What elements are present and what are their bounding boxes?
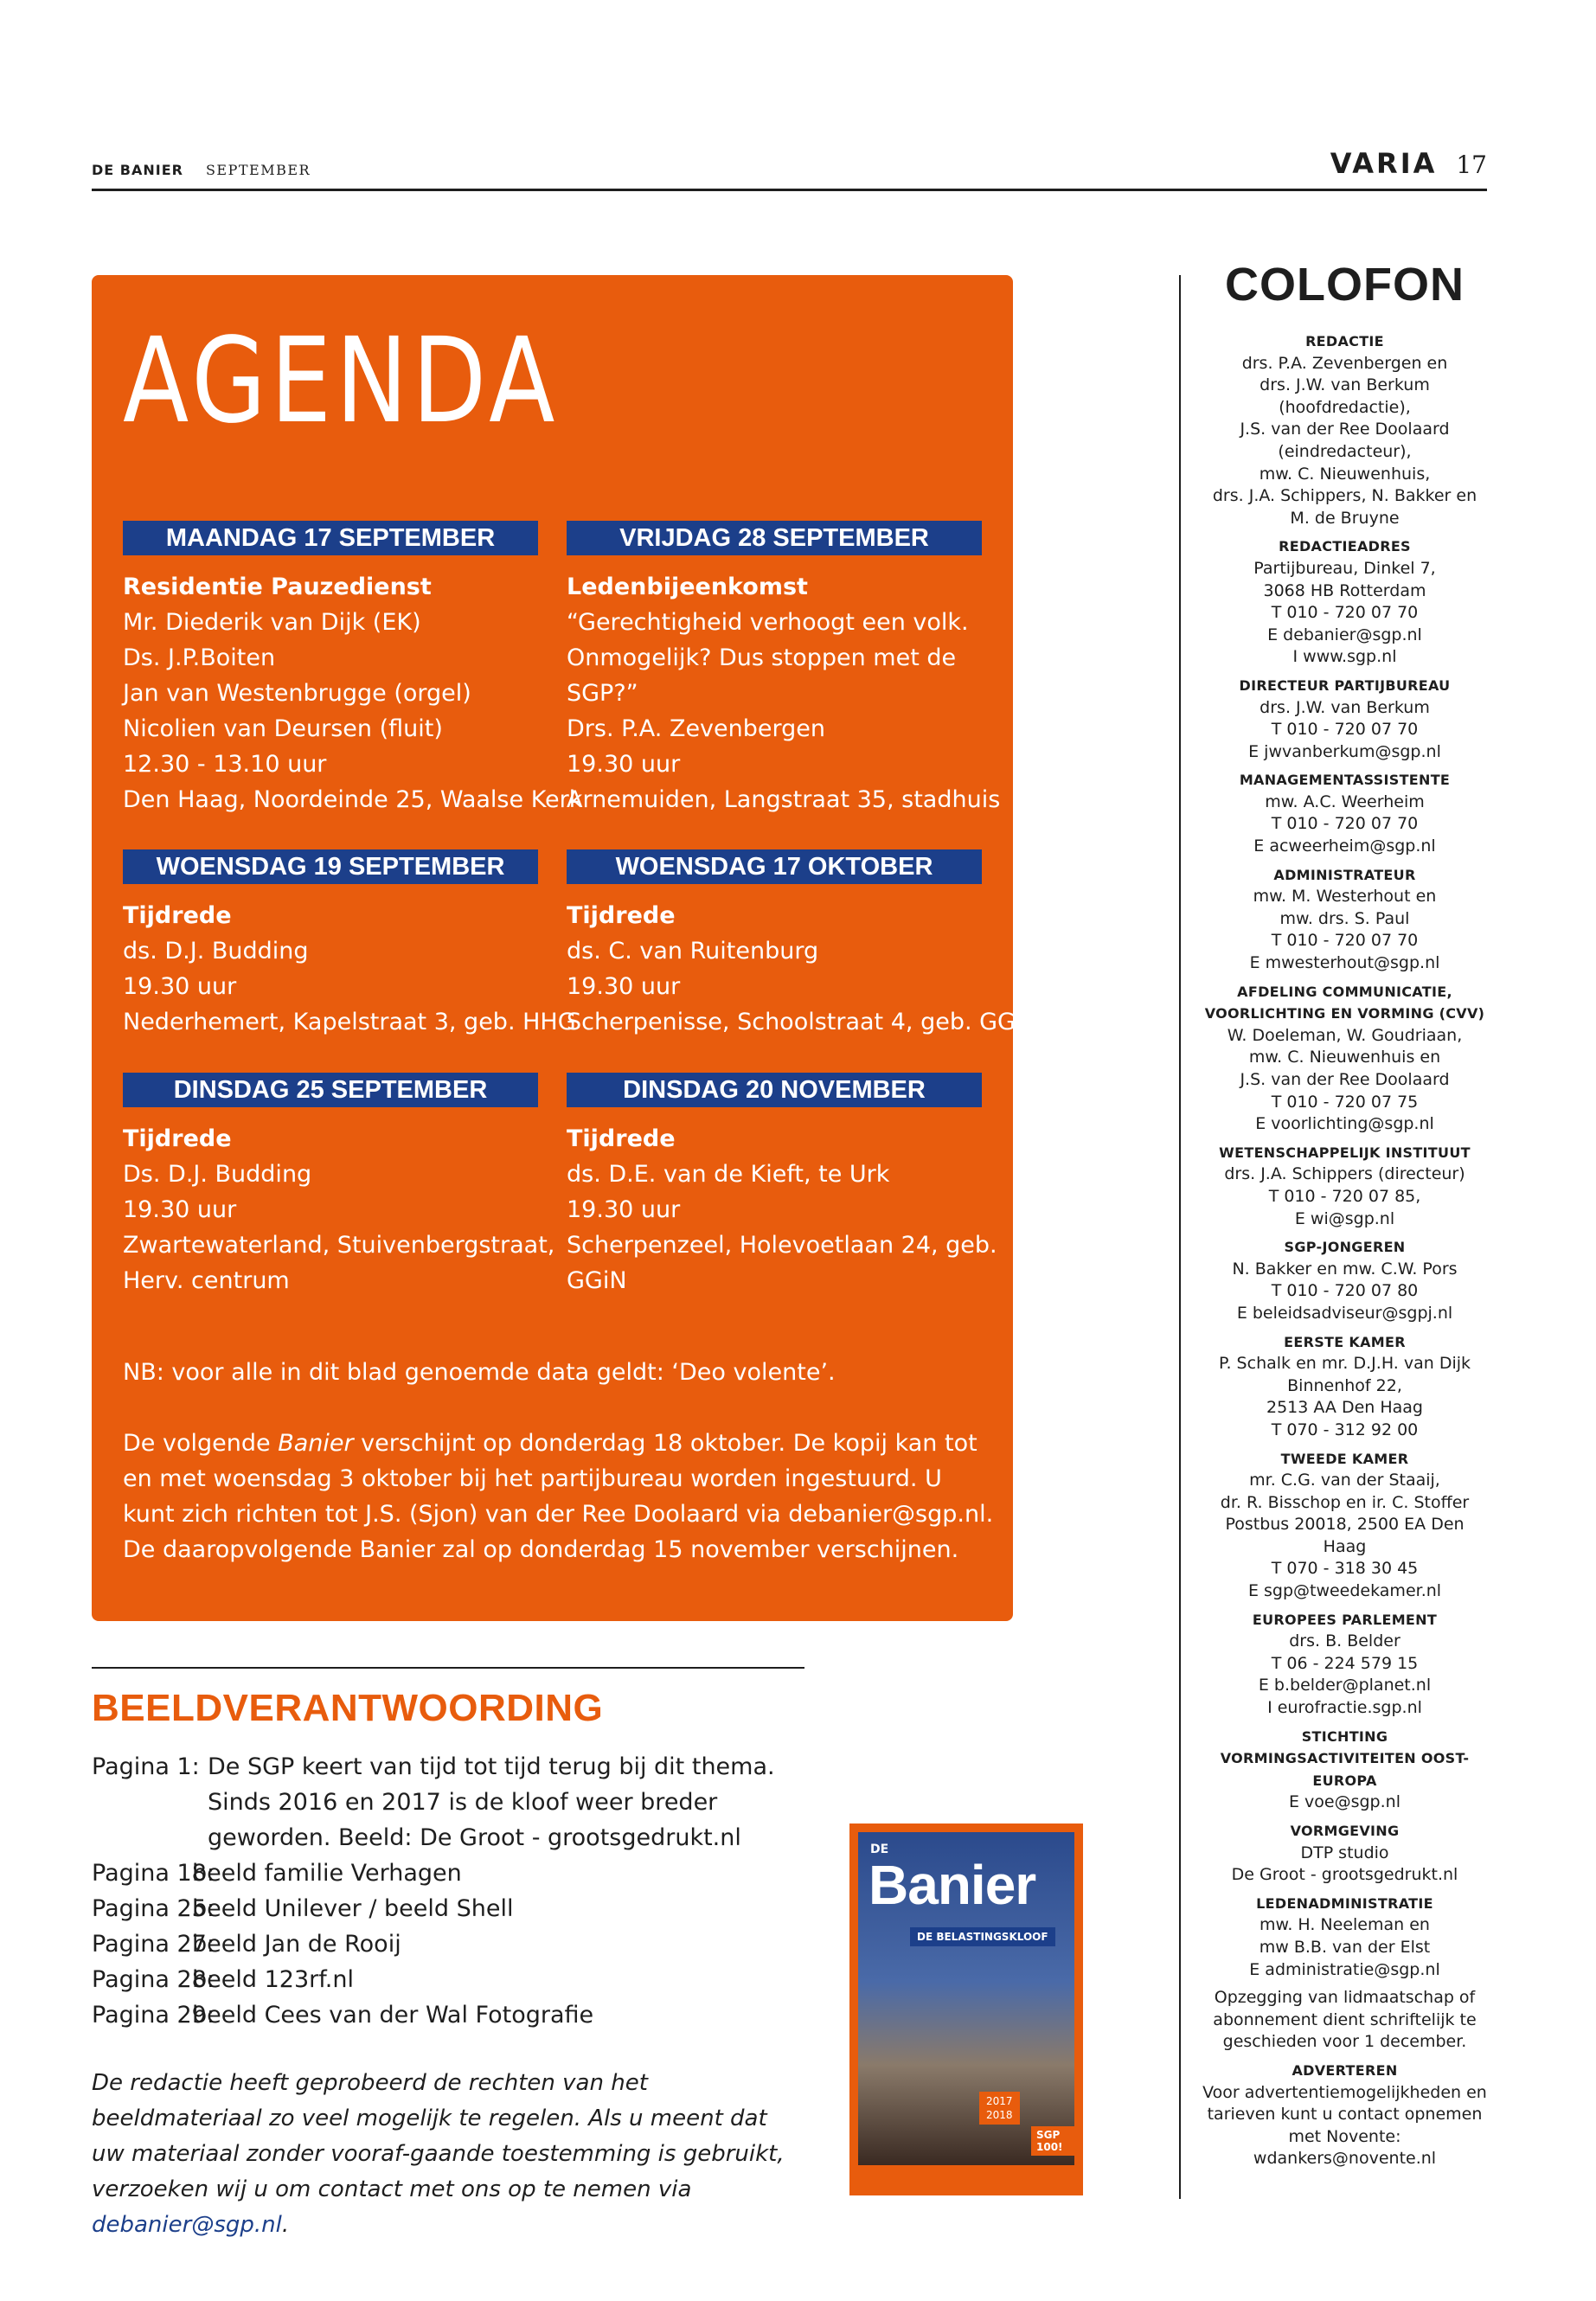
colofon-heading: MANAGEMENTASSISTENTE: [1239, 772, 1451, 789]
event-title: Tijdrede: [567, 902, 676, 929]
disclaimer-end: .: [281, 2212, 290, 2238]
event-line: Mr. Diederik van Dijk (EK): [123, 609, 421, 636]
credit-row: [92, 1926, 801, 1962]
cover-de: DE: [870, 1843, 889, 1856]
cover-headline: DE BELASTINGSKLOOF: [910, 1927, 1055, 1946]
colofon-line: Postbus 20018, 2500 EA Den Haag: [1225, 1515, 1465, 1556]
colofon-line: E beleidsadviseur@sgpj.nl: [1236, 1303, 1453, 1323]
colofon-line: E voorlichting@sgp.nl: [1255, 1114, 1434, 1134]
event-line: 19.30 uur: [567, 1196, 681, 1223]
colofon-line: T 070 - 312 92 00: [1271, 1420, 1419, 1439]
colofon-line: mw. C. Nieuwenhuis en: [1248, 1048, 1441, 1067]
event-line: Scherpenzeel, Holevoetlaan 24, geb.: [567, 1232, 997, 1259]
colofon-section: [1202, 1893, 1487, 1981]
agenda-event: [123, 898, 576, 1040]
magazine-cover-image: [849, 1823, 1083, 2195]
colofon-line: tarieven kunt u contact opnemen: [1207, 2105, 1483, 2125]
credit-page: Pagina 1:: [92, 1753, 200, 1780]
colofon-heading: AFDELING COMMUNICATIE, VOORLICHTING EN VORMING (CVV): [1204, 983, 1485, 1022]
colofon-heading: EERSTE KAMER: [1284, 1333, 1406, 1350]
beeldverantwoording-title: BEELDVERANTWOORDING: [92, 1687, 604, 1729]
colofon-line: mw. M. Westerhout en: [1253, 887, 1437, 907]
colofon-section: [1202, 330, 1487, 529]
colofon-heading: STICHTING VORMINGSACTIVITEITEN OOST-EUROPA: [1220, 1727, 1470, 1789]
event-line: Ds. J.P.Boiten: [123, 644, 276, 671]
section-rule: [92, 1667, 804, 1669]
colofon-line: E voe@sgp.nl: [1289, 1792, 1401, 1812]
event-line: Zwartewaterland, Stuivenbergstraat,: [123, 1232, 555, 1259]
running-header-left: [92, 162, 311, 178]
colofon-heading: VORMGEVING: [1290, 1823, 1400, 1839]
colofon-line: Voor advertentiemogelijkheden en: [1202, 2082, 1487, 2102]
colofon-heading: REDACTIEADRES: [1279, 538, 1411, 555]
cover-masthead: Banier: [869, 1854, 1036, 1916]
event-line: Arnemuiden, Langstraat 35, stadhuis: [567, 786, 1001, 813]
credit-text: De SGP keert van tijd tot tijd terug bij dit thema. Sinds 2016 en 2017 is de kloof weer breder geworden. Beeld: De Groot - grootsgedrukt.nl: [208, 1753, 775, 1851]
colofon-line: drs. P.A. Zevenbergen en: [1241, 353, 1448, 373]
colofon-heading: REDACTIE: [1305, 333, 1384, 349]
agenda-day-bar: WOENSDAG 17 OKTOBER: [567, 849, 982, 884]
colofon-section: [1202, 1820, 1487, 1887]
colofon-line: Partijbureau, Dinkel 7,: [1253, 558, 1436, 578]
colofon-line: mw. drs. S. Paul: [1279, 908, 1410, 928]
cover-years: [979, 2092, 1020, 2125]
colofon-line: J.S. van der Ree Doolaard: [1240, 420, 1450, 439]
section-name: VARIA: [1330, 147, 1438, 180]
event-line: 19.30 uur: [567, 973, 681, 1000]
credit-page: Pagina 27:: [92, 1931, 215, 1958]
colofon-line: T 010 - 720 07 75: [1271, 1092, 1419, 1112]
agenda-day-bar: MAANDAG 17 SEPTEMBER: [123, 521, 538, 555]
event-line: 12.30 - 13.10 uur: [123, 751, 327, 778]
credit-page: Pagina 18:: [92, 1860, 215, 1887]
colofon-line: J.S. van der Ree Doolaard: [1240, 1070, 1450, 1089]
agenda-day-bar: DINSDAG 20 NOVEMBER: [567, 1073, 982, 1107]
colofon-line: T 010 - 720 07 70: [1271, 931, 1419, 951]
colofon-line: N. Bakker en mw. C.W. Pors: [1232, 1259, 1458, 1279]
colofon-line: E administratie@sgp.nl: [1249, 1959, 1440, 1979]
event-line: Nederhemert, Kapelstraat 3, geb. HHG: [123, 1009, 576, 1035]
credit-text: beeld Jan de Rooij: [192, 1931, 401, 1958]
credit-row: [92, 1749, 801, 1856]
next-issue-paragraph: [123, 1426, 997, 1532]
colofon-line: T 070 - 318 30 45: [1271, 1559, 1419, 1579]
colofon-line: drs. J.W. van Berkum: [1259, 375, 1430, 395]
credit-text: beeld familie Verhagen: [192, 1860, 462, 1887]
agenda-event: [567, 1121, 999, 1298]
event-line: Den Haag, Noordeinde 25, Waalse Kerk: [123, 786, 583, 813]
event-line: ds. D.E. van de Kieft, te Urk: [567, 1161, 890, 1188]
colofon-line: E wi@sgp.nl: [1294, 1208, 1395, 1228]
column-divider: [1179, 275, 1181, 2199]
colofon-section: [1202, 1142, 1487, 1230]
colofon-heading: LEDENADMINISTRATIE: [1256, 1894, 1433, 1912]
credit-page: Pagina 28:: [92, 1966, 215, 1993]
colofon-line: E jwvanberkum@sgp.nl: [1248, 741, 1441, 761]
credit-row: [92, 1997, 801, 2033]
credit-row: [92, 1891, 801, 1926]
credit-text: beeld 123rf.nl: [192, 1966, 354, 1993]
publication-name: DE BANIER: [92, 162, 183, 178]
event-line: Jan van Westenbrugge (orgel): [123, 680, 471, 707]
colofon-heading: TWEEDE KAMER: [1280, 1450, 1409, 1467]
running-header-right: [1330, 147, 1487, 180]
colofon-line: T 010 - 720 07 70: [1271, 814, 1419, 834]
event-line: Onmogelijk? Dus stoppen met de: [567, 644, 957, 671]
event-line: 19.30 uur: [123, 973, 237, 1000]
credit-page: Pagina 29:: [92, 2002, 215, 2029]
credit-text: beeld Cees van der Wal Fotografie: [192, 2002, 594, 2029]
agenda-event: [123, 569, 583, 817]
colofon-line: E acweerheim@sgp.nl: [1253, 836, 1436, 856]
colofon-line: met Novente:: [1288, 2126, 1401, 2146]
colofon-line: M. de Bruyne: [1290, 508, 1400, 528]
colofon-line: abonnement dient schriftelijk te: [1213, 2009, 1477, 2029]
colofon-section: [1202, 1331, 1487, 1442]
colofon-heading: EUROPEES PARLEMENT: [1252, 1611, 1438, 1628]
colofon-section: [1202, 769, 1487, 857]
credit-row: [92, 1856, 801, 1891]
page-number: 17: [1456, 151, 1487, 179]
colofon-line: mw. A.C. Weerheim: [1265, 792, 1425, 811]
colofon-line: drs. J.W. van Berkum: [1259, 697, 1430, 717]
colofon-line: DTP studio: [1300, 1843, 1389, 1862]
colofon-line: W. Doeleman, W. Goudriaan,: [1227, 1025, 1463, 1045]
colofon-title: COLOFON: [1225, 259, 1465, 311]
colofon-line: drs. B. Belder: [1289, 1631, 1401, 1651]
header-rule: [92, 189, 1487, 191]
event-title: Tijdrede: [123, 902, 232, 929]
colofon-line: T 06 - 224 579 15: [1271, 1653, 1419, 1673]
colofon-line: drs. J.A. Schippers, N. Bakker en: [1212, 486, 1477, 506]
colofon-heading: WETENSCHAPPELIJK INSTITUUT: [1219, 1144, 1471, 1161]
event-line: “Gerechtigheid verhoogt een volk.: [567, 609, 969, 636]
event-line: 19.30 uur: [123, 1196, 237, 1223]
colofon-line: 2513 AA Den Haag: [1266, 1398, 1423, 1418]
agenda-event: [567, 569, 999, 817]
next-issue-text: verschijnt op donderdag 18 oktober. De kopij kan tot en met woensdag 3 oktober bij het partijbureau worden ingestuurd. U kunt zich richten tot J.S. (Sjon) van der Ree Doolaard via debanier@sgp.nl.: [123, 1430, 994, 1528]
image-credits-list: [92, 1749, 801, 2033]
cover-year: 2017: [986, 2095, 1013, 2107]
colofon-body: [1202, 330, 1487, 2176]
colofon-heading: ADVERTEREN: [1292, 2061, 1398, 2079]
event-line: ds. D.J. Budding: [123, 938, 309, 965]
cover-year: 2018: [986, 2109, 1013, 2121]
colofon-section: [1202, 981, 1487, 1136]
colofon-section: [1202, 1448, 1487, 1603]
following-issue-line: De daaropvolgende Banier zal op donderdag 15 november verschijnen.: [123, 1536, 959, 1563]
event-line: Nicolien van Deursen (fluit): [123, 715, 443, 742]
deo-volente-note: NB: voor alle in dit blad genoemde data geldt: ‘Deo volente’.: [123, 1359, 836, 1386]
colofon-line: I www.sgp.nl: [1292, 647, 1397, 667]
event-line: Drs. P.A. Zevenbergen: [567, 715, 825, 742]
agenda-event: [567, 898, 1016, 1040]
event-title: Tijdrede: [567, 1125, 676, 1152]
event-line: ds. C. van Ruitenburg: [567, 938, 819, 965]
agenda-notes: [123, 1355, 997, 1567]
colofon-line: T 010 - 720 07 70: [1271, 603, 1419, 623]
sgp-logo-icon: SGP 100!: [1031, 2126, 1074, 2156]
colofon-line: dr. R. Bisschop en ir. C. Stoffer: [1220, 1492, 1470, 1512]
agenda-day-bar: VRIJDAG 28 SEPTEMBER: [567, 521, 982, 555]
colofon-line: E sgp@tweedekamer.nl: [1247, 1581, 1442, 1601]
colofon-section: [1202, 1236, 1487, 1324]
colofon-line: Opzegging van lidmaatschap of: [1214, 1988, 1476, 2008]
event-line: SGP?”: [567, 680, 638, 707]
colofon-line: De Groot - grootsgedrukt.nl: [1231, 1865, 1458, 1885]
colofon-line: drs. J.A. Schippers (directeur): [1224, 1164, 1465, 1184]
contact-email-link[interactable]: debanier@sgp.nl: [92, 2212, 282, 2238]
cover-photo: [858, 1832, 1074, 2165]
event-title: Tijdrede: [123, 1125, 232, 1152]
colofon-line: mw. C. Nieuwenhuis,: [1259, 464, 1431, 484]
agenda-title: AGENDA: [123, 313, 560, 450]
credit-page: Pagina 25:: [92, 1895, 215, 1922]
credit-text: beeld Unilever / beeld Shell: [192, 1895, 514, 1922]
colofon-line: geschieden voor 1 december.: [1222, 2032, 1467, 2052]
event-line: GGiN: [567, 1267, 627, 1294]
event-line: Ds. D.J. Budding: [123, 1161, 312, 1188]
colofon-heading: ADMINISTRATEUR: [1273, 866, 1416, 883]
colofon-line: (hoofdredactie),: [1279, 397, 1411, 417]
colofon-section: [1202, 1987, 1487, 2054]
colofon-line: I eurofractie.sgp.nl: [1267, 1698, 1422, 1718]
colofon-line: E b.belder@planet.nl: [1258, 1676, 1432, 1695]
next-issue-text: De volgende: [123, 1430, 279, 1457]
colofon-heading: DIRECTEUR PARTIJBUREAU: [1239, 676, 1451, 694]
credit-row: [92, 1962, 801, 1997]
colofon-line: T 010 - 720 07 80: [1271, 1281, 1419, 1301]
colofon-line: Binnenhof 22,: [1287, 1375, 1402, 1395]
issue-month: SEPTEMBER: [205, 162, 311, 178]
colofon-section: [1202, 864, 1487, 975]
colofon-line: mw B.B. van der Elst: [1259, 1937, 1431, 1957]
agenda-day-bar: DINSDAG 25 SEPTEMBER: [123, 1073, 538, 1107]
colofon-line: (eindredacteur),: [1278, 441, 1412, 461]
event-title: Residentie Pauzedienst: [123, 574, 432, 600]
colofon-line: 3068 HB Rotterdam: [1263, 580, 1426, 600]
colofon-line: mr. C.G. van der Staaij,: [1249, 1471, 1440, 1490]
colofon-section: [1202, 2060, 1487, 2170]
colofon-line: E mwesterhout@sgp.nl: [1249, 953, 1440, 973]
disclaimer-text: De redactie heeft geprobeerd de rechten van het beeldmateriaal zo veel mogelijk te regelen. Als u meent dat uw materiaal zonder vooraf-gaande toestemming is gebruikt, verzoeken wij u om contact met ons op te nemen via: [92, 2070, 785, 2202]
colofon-line: T 010 - 720 07 85,: [1268, 1186, 1421, 1206]
colofon-line: wdankers@novente.nl: [1253, 2149, 1437, 2169]
colofon-heading: SGP-JONGEREN: [1284, 1239, 1406, 1256]
rights-disclaimer: [92, 2066, 801, 2243]
event-line: Scherpenisse, Schoolstraat 4, geb. GG: [567, 1009, 1016, 1035]
colofon-line: T 010 - 720 07 70: [1271, 720, 1419, 740]
colofon-section: [1202, 675, 1487, 763]
colofon-section: [1202, 1726, 1487, 1814]
event-title: Ledenbijeenkomst: [567, 574, 808, 600]
colofon-line: E debanier@sgp.nl: [1267, 625, 1422, 644]
banier-italic: Banier: [278, 1430, 354, 1457]
agenda-day-bar: WOENSDAG 19 SEPTEMBER: [123, 849, 538, 884]
colofon-section: [1202, 535, 1487, 669]
colofon-section: [1202, 1609, 1487, 1720]
event-line: 19.30 uur: [567, 751, 681, 778]
event-line: Herv. centrum: [123, 1267, 290, 1294]
colofon-line: mw. H. Neeleman en: [1259, 1915, 1430, 1935]
agenda-event: [123, 1121, 555, 1298]
colofon-line: P. Schalk en mr. D.J.H. van Dijk: [1218, 1354, 1471, 1374]
